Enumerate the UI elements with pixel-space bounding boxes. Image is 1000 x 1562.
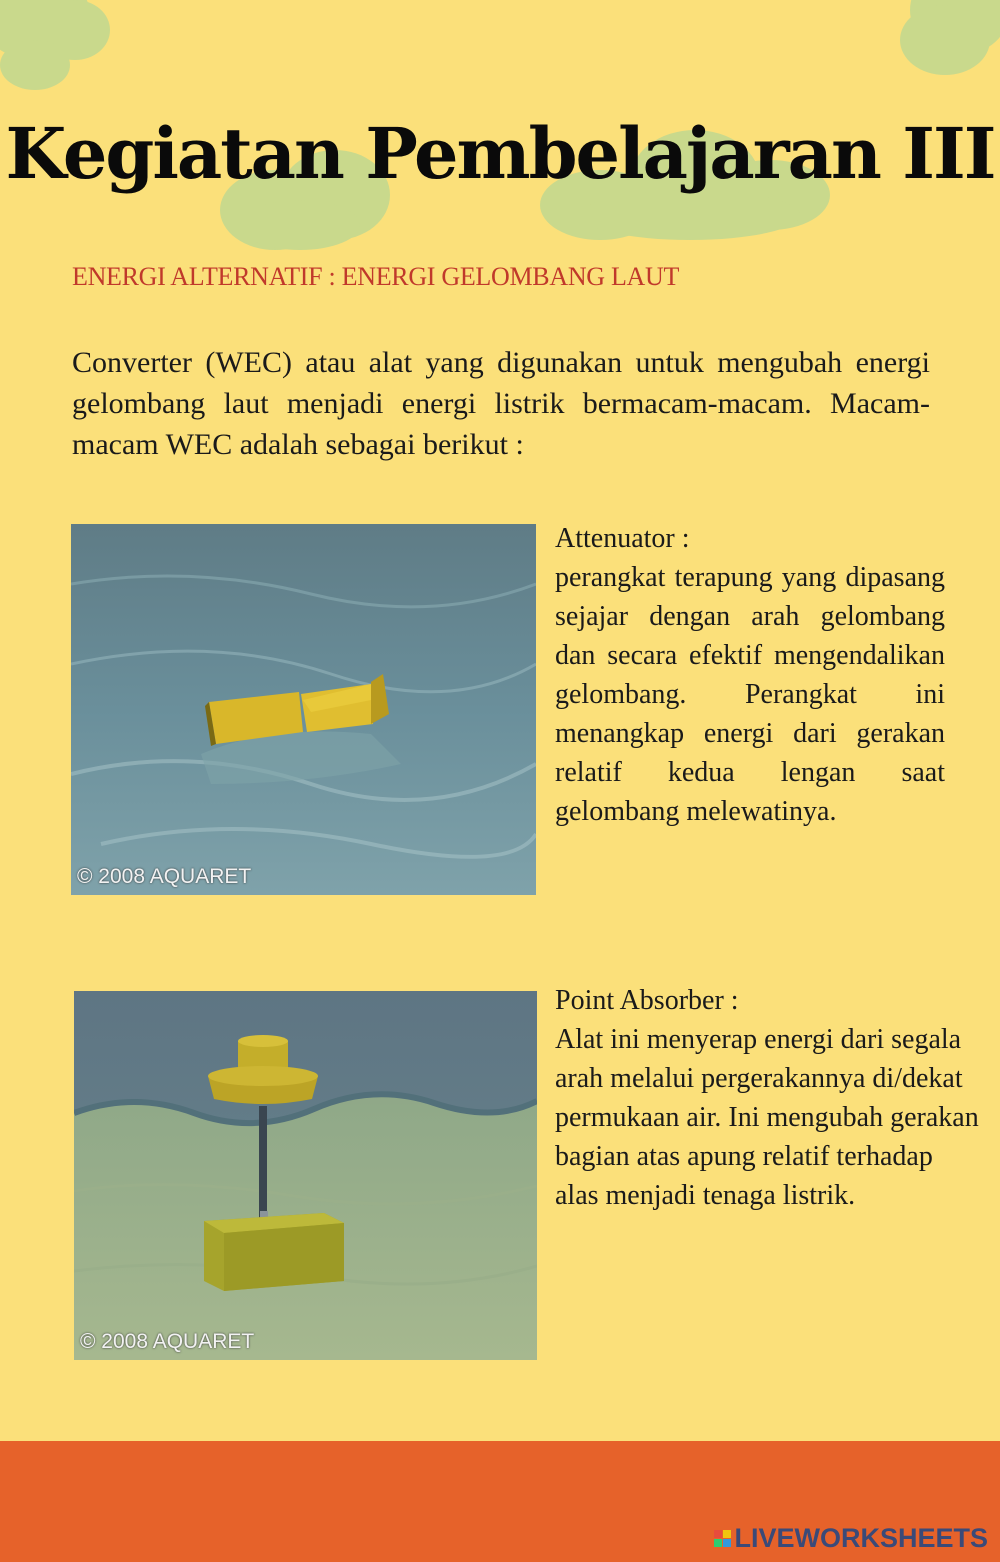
point-absorber-body: Alat ini menyerap energi dari segala arah melalui pergerakannya di/dekat permukaan air. Ini mengubah gerakan bagian atas apung relatif terhadap alas menjadi tenaga listrik. [555,1024,979,1211]
attenuator-image-caption: © 2008 AQUARET [77,865,252,888]
liveworksheets-brand[interactable] [714,1523,988,1554]
cloud-top-right [890,0,1000,80]
intro-paragraph: Converter (WEC) atau alat yang digunakan untuk mengubah energi gelombang laut menjadi energi listrik bermacam-macam. Macam-macam WEC adalah sebagai berikut : [72,346,930,461]
attenuator-body: perangkat terapung yang dipasang sejajar dengan arah gelombang dan secara efektif mengendalikan gelombang. Perangkat ini menangkap energi dari gerakan relatif kedua lengan saat gelombang melewatinya. [555,562,945,827]
point-absorber-heading: Point Absorber : [555,985,739,1016]
attenuator-image [71,524,536,895]
liveworksheets-logo-icon [714,1530,731,1547]
page-title: Kegiatan Pembelajaran III [5,112,995,195]
point-absorber-image [74,991,537,1360]
footer-bar [0,1441,1000,1562]
attenuator-description [555,519,945,831]
attenuator-heading: Attenuator : [555,523,690,554]
cloud-top-left [0,0,120,100]
section-subtitle: ENERGI ALTERNATIF : ENERGI GELOMBANG LAUT [72,262,680,291]
brand-name: LIVEWORKSHEETS [734,1523,988,1553]
point-absorber-description [555,981,980,1215]
point-absorber-image-caption: © 2008 AQUARET [80,1330,255,1353]
